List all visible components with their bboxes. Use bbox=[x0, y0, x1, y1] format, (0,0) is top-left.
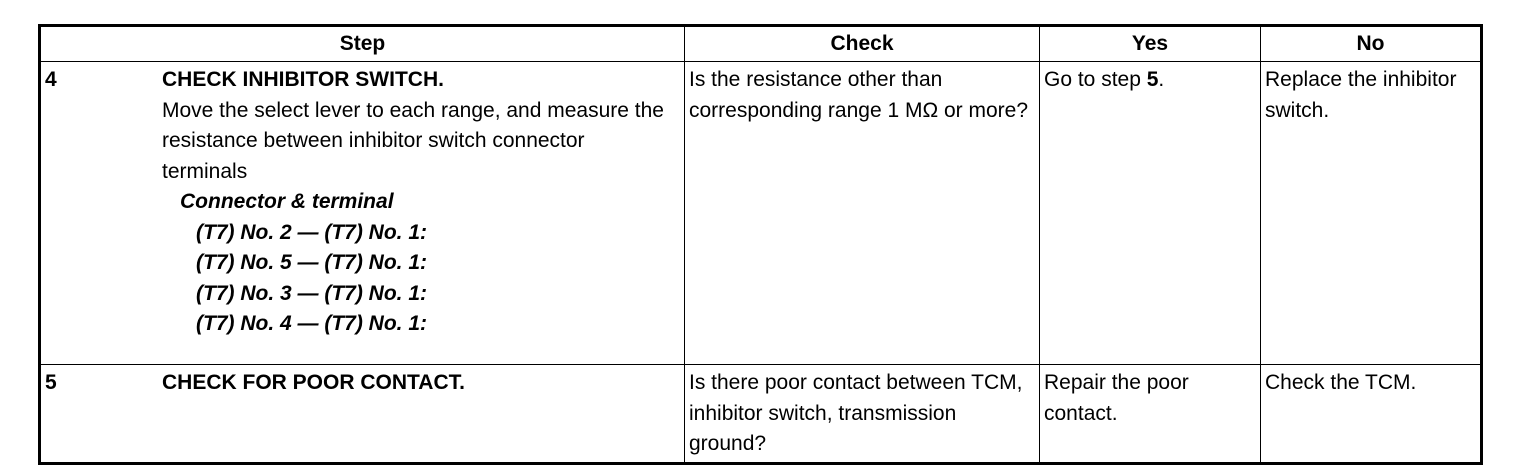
header-yes: Yes bbox=[1040, 26, 1261, 62]
yes-cell bbox=[1040, 62, 1261, 365]
header-step: Step bbox=[40, 26, 685, 62]
step-number: 5 bbox=[45, 371, 57, 394]
no-cell bbox=[1261, 62, 1482, 365]
yes-prefix: Go to step bbox=[1044, 68, 1147, 91]
header-row bbox=[40, 26, 1482, 62]
no-text: Check the TCM. bbox=[1265, 371, 1417, 394]
no-text: Replace the inhibitor switch. bbox=[1265, 68, 1457, 122]
table-row-step-4 bbox=[40, 62, 1482, 365]
connector-terminal-line: (T7) No. 3 — (T7) No. 1: bbox=[196, 281, 427, 305]
no-cell bbox=[1261, 365, 1482, 464]
step-description: Move the select lever to each range, and measure the resistance between inhibitor switch connector terminals bbox=[162, 98, 664, 183]
step-title: CHECK INHIBITOR SWITCH. bbox=[162, 68, 444, 91]
header-no: No bbox=[1261, 26, 1482, 62]
yes-text bbox=[1040, 62, 1260, 98]
yes-text: Repair the poor contact. bbox=[1044, 371, 1189, 425]
connector-terminal-line: (T7) No. 5 — (T7) No. 1: bbox=[196, 251, 427, 274]
check-cell bbox=[685, 365, 1040, 464]
yes-suffix: . bbox=[1158, 68, 1165, 91]
yes-step-link[interactable]: 5 bbox=[1146, 68, 1159, 91]
check-text: Is the resistance other than corresponding range 1 MΩ or more? bbox=[689, 68, 1029, 122]
check-cell bbox=[685, 62, 1040, 365]
step-cell bbox=[40, 62, 685, 365]
yes-cell bbox=[1040, 365, 1261, 464]
table-row-step-5 bbox=[40, 365, 1482, 464]
step-title: CHECK FOR POOR CONTACT. bbox=[162, 371, 465, 394]
step-number: 4 bbox=[45, 68, 57, 91]
header-check: Check bbox=[685, 26, 1040, 62]
diagnostic-table bbox=[38, 24, 1483, 465]
connector-terminal-line: (T7) No. 2 — (T7) No. 1: bbox=[196, 220, 427, 244]
check-text: Is there poor contact between TCM, inhibitor switch, transmission ground? bbox=[689, 371, 1023, 455]
step-cell bbox=[40, 365, 685, 464]
connector-terminal-heading: Connector & terminal bbox=[180, 190, 394, 213]
connector-terminal-line: (T7) No. 4 — (T7) No. 1: bbox=[196, 312, 427, 335]
